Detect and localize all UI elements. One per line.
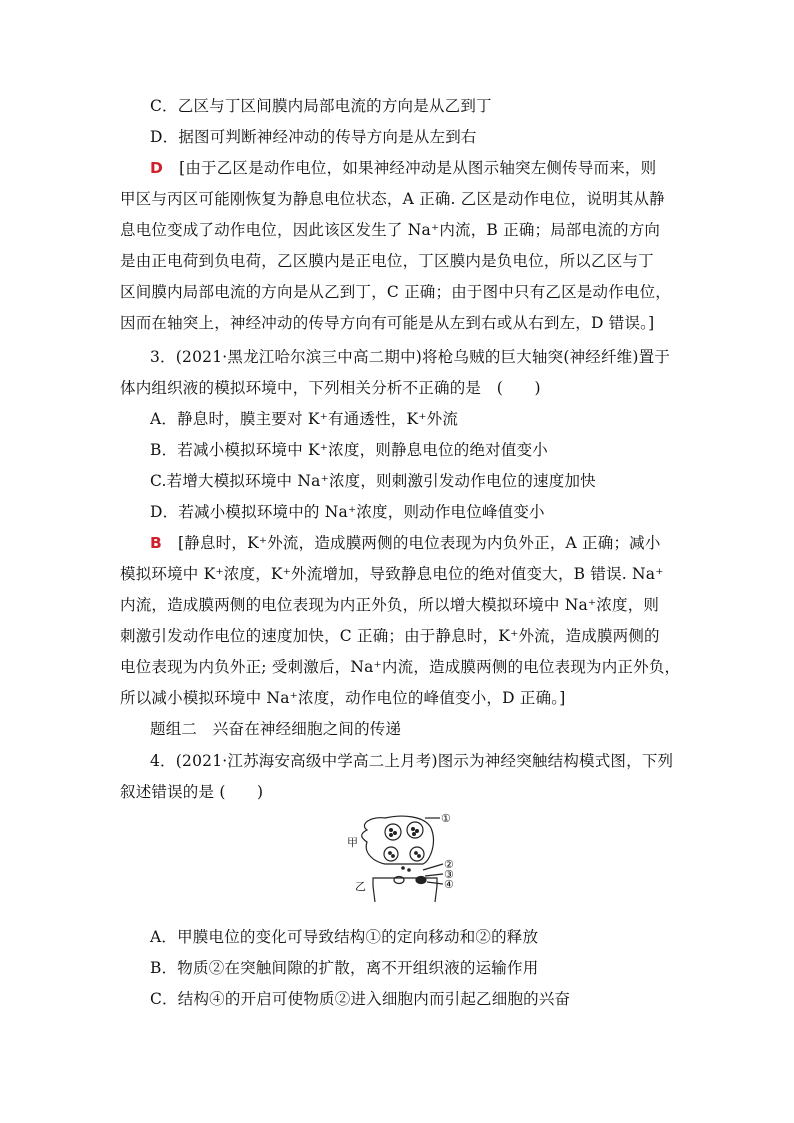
- q2-analysis-line-3: 息电位变成了动作电位，因此该区发生了 Na⁺内流，B 正确；局部电流的方向: [120, 221, 661, 239]
- q2-analysis-line-6: 因而在轴突上，神经冲动的传导方向有可能是从左到右或从右到左，D 错误。]: [120, 314, 655, 332]
- q3-option-b: B．若减小模拟环境中 K⁺浓度，则静息电位的绝对值变小: [150, 441, 548, 459]
- receptor-channel-right: [416, 877, 426, 884]
- q3-stem-line-1: 3．(2021·黑龙江哈尔滨三中高二期中)将枪乌贼的巨大轴突(神经纤维)置于: [150, 348, 671, 366]
- q2-analysis-line-4: 是由正电荷到负电荷，乙区膜内是正电位，丁区膜内是负电位，所以乙区与丁: [120, 252, 654, 270]
- q3-analysis-line-2: 模拟环境中 K⁺浓度，K⁺外流增加，导致静息电位的绝对值变大，B 错误. Na⁺: [120, 565, 664, 583]
- q3-option-a: A．静息时，膜主要对 K⁺有通透性，K⁺外流: [150, 410, 459, 428]
- label-1: ①: [441, 812, 451, 825]
- q4-stem-line-1: 4．(2021·江苏海安高级中学高二上月考)图示为神经突触结构模式图，下列: [150, 752, 674, 770]
- synapse-diagram: [345, 812, 465, 917]
- q3-option-d: D．若减小模拟环境中的 Na⁺浓度，则动作电位峰值变小: [150, 503, 545, 521]
- q2-analysis-line-2: 甲区与丙区可能刚恢复为静息电位状态，A 正确. 乙区是动作电位，说明其从静: [120, 190, 665, 208]
- q4-option-b: B．物质②在突触间隙的扩散，离不开组织液的运输作用: [150, 959, 539, 977]
- q3-analysis-line-1: B [静息时，K⁺外流，造成膜两侧的电位表现为内负外正，A 正确；减小: [150, 534, 661, 552]
- q2-analysis-line-1: D [由于乙区是动作电位，如果神经冲动是从图示轴突左侧传导而来，则: [150, 159, 657, 177]
- q4-option-c: C．结构④的开启可使物质②进入细胞内而引起乙细胞的兴奋: [150, 990, 571, 1008]
- section-title: 题组二 兴奋在神经细胞之间的传递: [150, 720, 402, 738]
- q2-option-c: C．乙区与丁区间膜内局部电流的方向是从乙到丁: [150, 97, 492, 115]
- q2-answer: D: [150, 159, 164, 177]
- label-2: ②: [444, 858, 454, 871]
- q3-stem-line-2: 体内组织液的模拟环境中，下列相关分析不正确的是 ( ): [120, 379, 541, 397]
- q4-option-a: A．甲膜电位的变化可导致结构①的定向移动和②的释放: [150, 928, 539, 946]
- q3-analysis-line-4: 刺激引发动作电位的速度加快，C 正确；由于静息时，K⁺外流，造成膜两侧的: [120, 627, 660, 645]
- label-yi: 乙: [355, 880, 366, 893]
- label-3: ③: [444, 868, 454, 881]
- label-4: ④: [444, 878, 454, 891]
- q2-analysis-line-5: 区间膜内局部电流的方向是从乙到丁，C 正确；由于图中只有乙区是动作电位，: [120, 283, 671, 301]
- q3-analysis-line-6: 所以减小模拟环境中 Na⁺浓度，动作电位的峰值变小，D 正确。]: [120, 689, 566, 707]
- q3-analysis-line-5: 电位表现为内负外正; 受刺激后，Na⁺内流，造成膜两侧的电位表现为内正外负，: [120, 658, 681, 676]
- label-jia: 甲: [347, 836, 358, 849]
- q3-option-c: C.若增大模拟环境中 Na⁺浓度，则刺激引发动作电位的速度加快: [150, 472, 596, 490]
- q2-option-d: D．据图可判断神经冲动的传导方向是从左到右: [150, 128, 477, 146]
- q3-answer: B: [150, 534, 163, 552]
- vesicle-1: [385, 824, 401, 840]
- q3-analysis-line-3: 内流，造成膜两侧的电位表现为内正外负，所以增大模拟环境中 Na⁺浓度，则: [120, 596, 660, 614]
- q4-stem-line-2: 叙述错误的是 ( ): [120, 783, 264, 801]
